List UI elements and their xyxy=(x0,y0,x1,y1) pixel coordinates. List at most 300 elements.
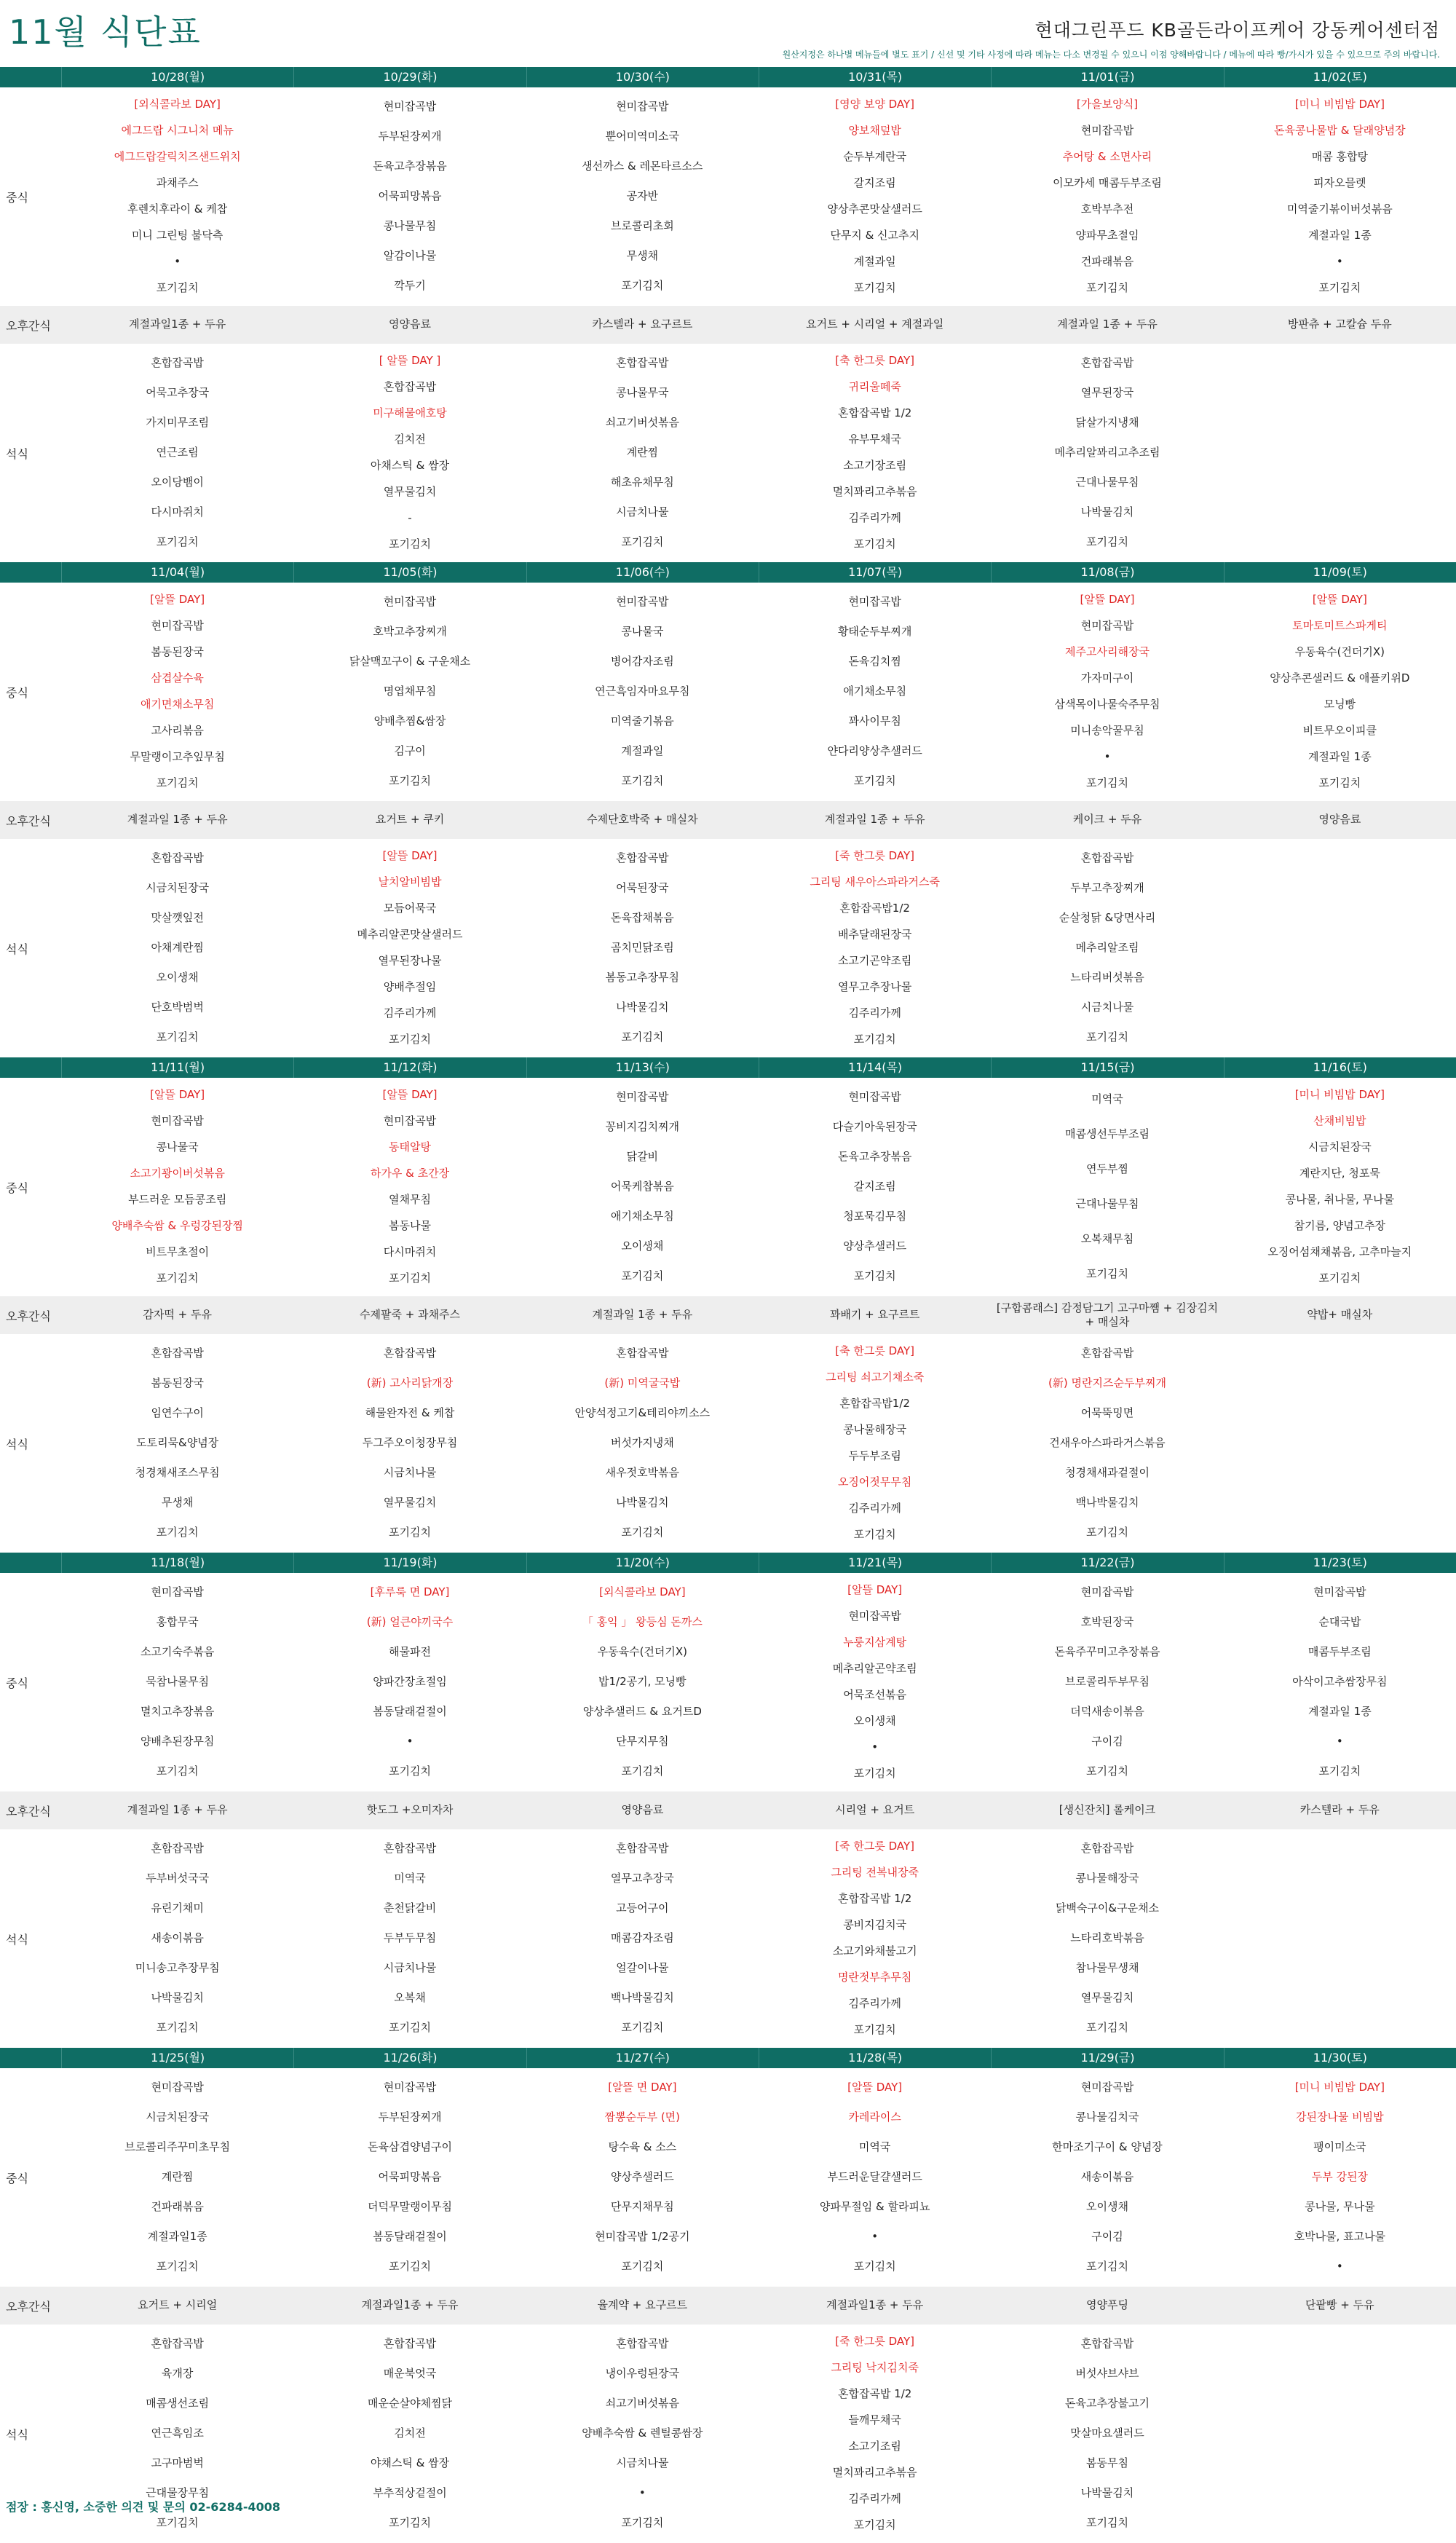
snack-cell xyxy=(759,1308,991,1322)
date-header: 11/15(금) xyxy=(991,1057,1223,1078)
menu-item: 그리팅 새우아스파라거스죽 xyxy=(810,875,940,888)
menu-item: 포기김치 xyxy=(1086,2516,1128,2530)
lunch-cell xyxy=(526,1573,759,1791)
snack-cell xyxy=(293,2298,526,2313)
snack-cell xyxy=(293,1803,526,1818)
menu-item: 갈지조림 xyxy=(853,1179,896,1193)
dinner-cell xyxy=(61,344,293,562)
menu-item: 가자미구이 xyxy=(1080,671,1134,685)
menu-item: 콩비지김치국 xyxy=(843,1918,907,1931)
menu-item: 쇠고기버섯볶음 xyxy=(605,2396,680,2410)
footer-contact: 점장 : 홍신영, 소중한 의견 및 문의 02-6284-4008 xyxy=(6,2500,281,2514)
menu-item: 구이김 xyxy=(1091,1735,1123,1748)
menu-item: 맛살마요샐러드 xyxy=(1070,2426,1144,2440)
menu-item: [알뜰 면 DAY] xyxy=(608,2080,677,2094)
menu-item: [알뜰 DAY] xyxy=(382,1088,438,1101)
menu-item: 콩나물, 무나물 xyxy=(1305,2200,1375,2214)
menu-item: (新) 미역굴국밥 xyxy=(604,1376,681,1389)
date-header: 11/22(금) xyxy=(991,1553,1223,1573)
date-header: 11/16(토) xyxy=(1224,1057,1456,1078)
menu-item: 미역줄기볶이버섯볶음 xyxy=(1286,202,1393,216)
menu-item: 양파간장초절임 xyxy=(373,1674,447,1688)
menu-item: 혼합잡곡밥1/2 xyxy=(839,902,910,915)
snack-cell xyxy=(61,2298,293,2313)
menu-item: 현미잡곡밥 xyxy=(848,594,901,608)
menu-item: [영양 보양 DAY] xyxy=(835,98,915,111)
menu-item: 열무물김치 xyxy=(383,485,437,498)
date-header-row xyxy=(0,2048,1456,2068)
menu-item: 혼합잡곡밥 xyxy=(616,2336,669,2350)
menu-item: 쇠고기버섯볶음 xyxy=(605,415,680,429)
menu-item: 포기김치 xyxy=(389,1765,431,1778)
dinner-cell xyxy=(1224,1829,1456,2048)
menu-item: 브로콜리주꾸미초무침 xyxy=(124,2140,231,2153)
menu-item: (新) 얼큰야끼국수 xyxy=(366,1614,454,1628)
snack-label: 오후간식 xyxy=(6,2299,51,2314)
menu-item: 포기김치 xyxy=(156,1272,199,1285)
date-header: 11/13(수) xyxy=(526,1057,759,1078)
menu-item: 날치알비빔밥 xyxy=(378,875,442,888)
snack-cell xyxy=(1224,1803,1456,1818)
menu-item: 포기김치 xyxy=(853,1767,896,1780)
snack-item: 요거트 + 쿠키 xyxy=(375,813,445,826)
menu-item: 현미잡곡밥 xyxy=(383,1114,437,1127)
menu-item: 미구해물애호탕 xyxy=(373,406,447,419)
menu-item: [후루룩 면 DAY] xyxy=(370,1585,450,1598)
lunch-row xyxy=(0,2068,1456,2287)
menu-item: 돈육고추장불고기 xyxy=(1065,2396,1150,2410)
menu-item: 혼합잡곡밥 xyxy=(383,1346,437,1360)
menu-item: 포기김치 xyxy=(1086,2260,1128,2274)
menu-item: 맛살깻잎전 xyxy=(151,910,204,924)
menu-item: 현미잡곡밥 xyxy=(1313,1585,1366,1598)
menu-item: 김주리가께 xyxy=(848,1502,901,1515)
menu-item: 포기김치 xyxy=(621,1526,664,1539)
menu-item: 포기김치 xyxy=(1086,1030,1128,1044)
menu-item: 혼합잡곡밥 xyxy=(1080,2336,1134,2350)
menu-item: 피자오믈렛 xyxy=(1313,176,1366,189)
menu-item: 현미잡곡밥 xyxy=(383,2080,437,2094)
dinner-row xyxy=(0,1829,1456,2048)
menu-item: 콩나물해장국 xyxy=(1075,1871,1139,1885)
menu-item: [ 알뜰 DAY ] xyxy=(379,354,441,367)
date-header-row xyxy=(0,1057,1456,1078)
lunch-label: 중식 xyxy=(6,1180,28,1195)
page-title: 11월 식단표 xyxy=(9,12,202,52)
menu-item: 김구이 xyxy=(394,744,426,758)
lunch-cell xyxy=(526,2068,759,2287)
menu-item: 단무지 & 신고추지 xyxy=(830,229,919,242)
menu-item: 황태순두부찌개 xyxy=(837,624,912,638)
menu-item: 열무고추장나물 xyxy=(837,980,912,993)
menu-item: 버섯가지냉채 xyxy=(610,1435,674,1449)
menu-item: 돈육주꾸미고추장볶음 xyxy=(1054,1644,1160,1658)
dinner-label: 석식 xyxy=(6,1437,28,1451)
menu-item: 깍두기 xyxy=(394,279,426,293)
menu-item: 청경채새과겉절이 xyxy=(1065,1466,1150,1480)
menu-item: 포기김치 xyxy=(156,1526,199,1539)
menu-item: [미니 비빔밥 DAY] xyxy=(1294,1088,1385,1101)
menu-item: 병어감자조림 xyxy=(610,654,674,668)
menu-item: 양상추샐러드 xyxy=(843,1239,907,1253)
menu-item: 계절과일 1종 xyxy=(1307,1705,1372,1719)
menu-item: [알뜰 DAY] xyxy=(1080,593,1135,606)
menu-item: 모듬어묵국 xyxy=(383,902,437,915)
menu-item: 혼합잡곡밥 xyxy=(151,355,204,369)
menu-item: 오복채무침 xyxy=(1080,1232,1134,1245)
menu-item: 현미잡곡밥 xyxy=(616,594,669,608)
menu-item: 얀다리양상추샐러드 xyxy=(827,744,922,758)
snack-cell xyxy=(991,813,1223,827)
menu-item: 열무물김치 xyxy=(1080,1991,1134,2005)
date-header: 11/28(목) xyxy=(759,2048,991,2068)
menu-item: 혼합잡곡밥 xyxy=(616,1841,669,1855)
menu-item: 두부고추장찌개 xyxy=(1070,880,1144,894)
menu-item: 두부버섯국국 xyxy=(146,1871,210,1885)
snack-item: [생신잔치] 롤케이크 xyxy=(1059,1803,1156,1816)
menu-item: 양배추절임 xyxy=(383,980,437,993)
menu-item: 혼합잡곡밥1/2 xyxy=(839,1397,910,1410)
menu-item: 얼갈이나물 xyxy=(616,1961,669,1975)
snack-cell xyxy=(991,1301,1223,1329)
menu-item: 포기김치 xyxy=(853,2518,896,2531)
menu-item: 메추리알콘맛살샐러드 xyxy=(357,928,463,941)
menu-item: 새우젓호박볶음 xyxy=(605,1466,680,1480)
date-header: 11/05(화) xyxy=(293,562,526,583)
menu-item: 부드러운달걀샐러드 xyxy=(827,2169,922,2183)
menu-item: 포기김치 xyxy=(853,1528,896,1541)
menu-item: • xyxy=(1336,2260,1343,2274)
menu-item: 나박물김치 xyxy=(151,1991,204,2005)
menu-item: 꽁비지김치찌개 xyxy=(605,1119,680,1133)
menu-item: 근대물장무침 xyxy=(146,2486,210,2500)
menu-item: 혼합잡곡밥 xyxy=(616,355,669,369)
menu-item: 멸치꽈리고추볶음 xyxy=(832,2466,917,2479)
menu-item: 삼겹살수육 xyxy=(151,671,204,685)
lunch-cell xyxy=(1224,583,1456,801)
menu-item: 닭살맥꼬구이 & 구운채소 xyxy=(349,654,471,668)
date-header: 11/09(토) xyxy=(1224,562,1456,583)
menu-item: 포기김치 xyxy=(853,1269,896,1283)
snack-cell xyxy=(526,318,759,332)
snack-item: 감자떡 + 두유 xyxy=(143,1308,212,1321)
menu-item: 봄동나물 xyxy=(389,1219,431,1232)
menu-item: 연두부찜 xyxy=(1086,1162,1128,1175)
menu-item: 양배추찜&쌈장 xyxy=(373,714,446,728)
snack-item: [구합콤래스] 감정담그기 고구마쨈 + 김장김치 + 매실차 xyxy=(996,1301,1219,1328)
menu-item: (新) 명란지즈순두부찌개 xyxy=(1048,1376,1166,1389)
menu-item: 「 홍익 」 왕등심 돈까스 xyxy=(582,1614,703,1628)
menu-item: 봄동달래겉절이 xyxy=(373,1705,447,1719)
menu-item: 열무물김치 xyxy=(383,1496,437,1510)
menu-item: 소고기곤약조림 xyxy=(837,954,912,967)
snack-item: 영양음료 xyxy=(389,318,431,331)
snack-item: 약밥+ 매실차 xyxy=(1307,1308,1373,1321)
snack-cell xyxy=(991,1803,1223,1818)
menu-item: 포기김치 xyxy=(1318,776,1361,789)
menu-item: 혼합잡곡밥 1/2 xyxy=(837,406,912,419)
menu-item: 알감이나물 xyxy=(383,249,437,263)
menu-item: 임연수구이 xyxy=(151,1405,204,1419)
menu-item: 카레라이스 xyxy=(848,2110,901,2124)
menu-item: 현미잡곡밥 xyxy=(1080,1585,1134,1598)
menu-item: 홍합무국 xyxy=(156,1614,199,1628)
snack-cell xyxy=(526,1308,759,1322)
date-header: 10/29(화) xyxy=(293,67,526,87)
lunch-row xyxy=(0,1573,1456,1791)
lunch-cell xyxy=(759,583,991,801)
menu-item: 포기김치 xyxy=(621,1269,664,1283)
menu-item: 포기김치 xyxy=(389,2021,431,2035)
menu-item: 포기김치 xyxy=(156,535,199,549)
snack-cell xyxy=(526,813,759,827)
lunch-cell xyxy=(293,1573,526,1791)
page-header xyxy=(0,0,1456,67)
menu-item: 소고기와채불고기 xyxy=(832,1944,917,1957)
menu-item: 도토리묵&양념장 xyxy=(136,1435,219,1449)
menu-item: 양파무절임 & 할라피뇨 xyxy=(819,2200,930,2214)
menu-item: 계절과일 1종 xyxy=(1307,750,1372,763)
menu-item: 미역줄기볶음 xyxy=(610,714,674,728)
snack-cell xyxy=(991,318,1223,332)
dinner-cell xyxy=(293,1334,526,1553)
menu-item: 다시마쥐치 xyxy=(151,505,204,519)
menu-item: 포기김치 xyxy=(853,537,896,551)
snack-item: 요거트 + 시리얼 + 계절과일 xyxy=(806,318,944,331)
menu-item: 어묵피망볶음 xyxy=(378,2169,442,2183)
lunch-cell xyxy=(1224,1573,1456,1791)
menu-item: 미니 그린팅 불닥측 xyxy=(131,229,223,242)
menu-item: 포기김치 xyxy=(156,1765,199,1778)
menu-item: (新) 고사리닭개장 xyxy=(366,1376,454,1389)
date-header-row xyxy=(0,67,1456,87)
dinner-cell xyxy=(991,344,1223,562)
snack-item: 수제팥죽 + 과채주스 xyxy=(359,1308,460,1321)
menu-item: 혼합잡곡밥 xyxy=(616,1346,669,1360)
menu-item: 김주리가께 xyxy=(848,1997,901,2010)
snack-item: 방판츄 + 고칼슘 두유 xyxy=(1287,318,1392,331)
menu-item: 봄동된장국 xyxy=(151,645,204,658)
menu-item: 강된장나물 비빔밥 xyxy=(1295,2110,1384,2124)
snack-item: 계절과일1종 + 두유 xyxy=(129,318,226,331)
menu-item: 콩나물김치국 xyxy=(1075,2110,1139,2124)
lunch-cell xyxy=(526,1078,759,1296)
dinner-cell xyxy=(526,1334,759,1553)
menu-item: [죽 한그릇 DAY] xyxy=(835,2335,915,2348)
menu-item: 포기김치 xyxy=(156,776,199,789)
menu-item: 혼합잡곡밥 xyxy=(151,1841,204,1855)
date-header: 11/18(월) xyxy=(61,1553,293,1573)
menu-item: 현미잡곡밥 xyxy=(151,1114,204,1127)
menu-item: 다시마쥐치 xyxy=(383,1245,437,1258)
lunch-row xyxy=(0,1078,1456,1296)
menu-item: 혼합잡곡밥 xyxy=(1080,355,1134,369)
menu-item: 포기김치 xyxy=(389,2516,431,2530)
menu-item: [가을보양식] xyxy=(1076,98,1139,111)
menu-item: 계란찜 xyxy=(161,2169,194,2183)
date-header: 11/21(목) xyxy=(759,1553,991,1573)
menu-item: 포기김치 xyxy=(621,774,664,788)
dinner-label: 석식 xyxy=(6,1932,28,1947)
menu-item: 오이생채 xyxy=(156,971,199,985)
menu-item: [알뜰 DAY] xyxy=(382,849,438,862)
menu-item: 나박물김치 xyxy=(616,1001,669,1014)
dinner-row xyxy=(0,1334,1456,1553)
menu-item: 양배추된장무침 xyxy=(140,1735,215,1748)
lunch-label: 중식 xyxy=(6,2171,28,2185)
menu-item: 에그드랍 시그니처 메뉴 xyxy=(121,124,234,137)
menu-item: 현미잡곡밥 xyxy=(151,2080,204,2094)
snack-item: 영양푸딩 xyxy=(1086,2298,1128,2311)
menu-item: [죽 한그릇 DAY] xyxy=(835,1840,915,1853)
dinner-cell xyxy=(759,1829,991,2048)
menu-item: 산채비빔밥 xyxy=(1313,1114,1366,1127)
menu-item: 고사리볶음 xyxy=(151,724,204,737)
lunch-cell xyxy=(293,583,526,801)
menu-item: 해물완자전 & 케찹 xyxy=(365,1405,455,1419)
menu-item: 오이생채 xyxy=(853,1714,896,1727)
lunch-label: 중식 xyxy=(6,1676,28,1690)
snack-item: 단팥빵 + 두유 xyxy=(1305,2298,1374,2311)
snack-item: 카스텔라 + 요구르트 xyxy=(592,318,693,331)
date-header: 11/01(금) xyxy=(991,67,1223,87)
snack-cell xyxy=(759,1803,991,1818)
dinner-cell xyxy=(526,1829,759,2048)
menu-item: 두두부조림 xyxy=(848,1449,901,1462)
menu-item: 포기김치 xyxy=(389,537,431,551)
lunch-cell xyxy=(759,1078,991,1296)
menu-item: 열무된장나물 xyxy=(378,954,442,967)
menu-item: 오이생채 xyxy=(621,1239,664,1253)
snack-row xyxy=(0,1296,1456,1334)
menu-item: 매운북엇국 xyxy=(383,2366,437,2380)
menu-item: 오징어섬채채볶음, 고추마늘지 xyxy=(1267,1245,1412,1258)
menu-item: 모닝빵 xyxy=(1324,698,1356,711)
menu-item: 두부두무침 xyxy=(383,1931,437,1944)
menu-item: 혼합잡곡밥 xyxy=(1080,1346,1134,1360)
snack-cell xyxy=(293,318,526,332)
menu-item: 포기김치 xyxy=(1318,281,1361,294)
menu-item: 삼색목이나물숙주무침 xyxy=(1054,698,1160,711)
menu-item: 양배추숙쌈 & 렌틸콩쌈장 xyxy=(582,2426,703,2440)
date-header-row xyxy=(0,562,1456,583)
dinner-cell xyxy=(526,839,759,1057)
menu-item: 아삭이고추쌈장무침 xyxy=(1292,1674,1388,1688)
menu-item: 돈육고추장볶음 xyxy=(837,1149,912,1163)
menu-item: [알뜰 DAY] xyxy=(847,2080,903,2094)
menu-item: 포기김치 xyxy=(389,1033,431,1046)
menu-item: 포기김치 xyxy=(389,1272,431,1285)
menu-item: 양상추샐러드 xyxy=(610,2169,674,2183)
snack-item: 계절과일 1종 + 두유 xyxy=(592,1308,693,1321)
menu-item: 포기김치 xyxy=(156,2260,199,2274)
menu-item: 포기김치 xyxy=(853,1033,896,1046)
snack-cell xyxy=(61,1308,293,1322)
menu-item: 과채주스 xyxy=(156,176,199,189)
menu-item: 꽈사이무침 xyxy=(848,714,901,728)
menu-item: 새송이볶음 xyxy=(151,1931,204,1944)
menu-item: 두부 강된장 xyxy=(1311,2169,1368,2183)
menu-item: 혼합잡곡밥 xyxy=(1080,851,1134,864)
date-header: 10/31(목) xyxy=(759,67,991,87)
menu-item: 콩나물국 xyxy=(621,624,664,638)
lunch-cell xyxy=(526,583,759,801)
dinner-cell xyxy=(61,1829,293,2048)
menu-item: 포기김치 xyxy=(621,279,664,293)
snack-label: 오후간식 xyxy=(6,1309,51,1323)
lunch-cell xyxy=(1224,2068,1456,2287)
snack-label: 오후간식 xyxy=(6,1804,51,1818)
menu-item: 생선까스 & 레몬타르소스 xyxy=(582,159,703,173)
menu-item: 갈지조림 xyxy=(853,176,896,189)
lunch-row xyxy=(0,87,1456,306)
menu-item: 김치전 xyxy=(394,433,426,446)
menu-item: 콩나물무국 xyxy=(616,385,669,399)
date-header: 11/20(수) xyxy=(526,1553,759,1573)
menu-item: 열무된장국 xyxy=(1080,385,1134,399)
snack-item: 영양음료 xyxy=(1318,813,1361,826)
menu-item: 호박부추전 xyxy=(1080,202,1134,216)
snack-cell xyxy=(61,813,293,827)
menu-item: 귀리울떼죽 xyxy=(848,380,901,393)
lunch-cell xyxy=(991,1078,1223,1296)
menu-item: 오이생채 xyxy=(1086,2200,1128,2214)
menu-item: 무생채 xyxy=(626,249,659,263)
menu-item: • xyxy=(1104,750,1111,763)
dinner-cell xyxy=(526,344,759,562)
menu-item: 시금치나물 xyxy=(616,2456,669,2470)
menu-item: 참기름, 양념고추장 xyxy=(1294,1219,1386,1232)
snack-cell xyxy=(293,813,526,827)
menu-item: [외식콜라보 DAY] xyxy=(134,98,221,111)
menu-item: 미역국 xyxy=(1091,1092,1123,1105)
menu-item: 혼합잡곡밥 xyxy=(383,2336,437,2350)
menu-item: 오복채 xyxy=(394,1991,426,2005)
menu-item: 미니송고추장무침 xyxy=(135,1961,220,1975)
dinner-cell xyxy=(293,2325,526,2543)
lunch-cell xyxy=(293,87,526,306)
menu-item: 순두부계란국 xyxy=(843,150,907,163)
snack-item: 계절과일1종 + 두유 xyxy=(826,2298,924,2311)
menu-item: 유린기채미 xyxy=(151,1901,204,1915)
menu-item: 김주리가께 xyxy=(848,511,901,524)
menu-item: 현미잡곡밥 xyxy=(383,594,437,608)
menu-item: [축 한그릇 DAY] xyxy=(835,1344,915,1357)
dinner-row xyxy=(0,839,1456,1057)
dinner-cell xyxy=(991,839,1223,1057)
dinner-cell xyxy=(759,839,991,1057)
menu-item: 연근흑임자마요무침 xyxy=(595,684,690,698)
menu-item: 명엽채무침 xyxy=(383,684,437,698)
menu-item: 멸치고추장볶음 xyxy=(140,1705,215,1719)
notice-text: 원산지정은 하나별 메뉴들에 별도 표기 / 신선 및 기타 사정에 따라 메뉴는 다소 변경될 수 있으니 이점 양해바랍니다 / 메뉴에 따라 빵/가시가 있을 수 있으므로 주의 바랍니다. xyxy=(782,50,1440,60)
menu-item: • xyxy=(871,2230,879,2244)
lunch-cell xyxy=(293,2068,526,2287)
menu-item: 느타리호박볶음 xyxy=(1070,1931,1144,1944)
menu-item: 호박나물, 표고나물 xyxy=(1294,2230,1386,2244)
menu-item: 포기김치 xyxy=(853,2023,896,2036)
menu-item: 가지미무조림 xyxy=(146,415,210,429)
menu-item: 현미잡곡밥 xyxy=(1080,124,1134,137)
menu-item: 브로콜리초회 xyxy=(610,219,674,233)
menu-item: 양보채덮밥 xyxy=(848,124,901,137)
menu-item: 봄동무침 xyxy=(1086,2456,1128,2470)
dinner-label: 석식 xyxy=(6,446,28,461)
dinner-label: 석식 xyxy=(6,2427,28,2442)
date-header: 10/30(수) xyxy=(526,67,759,87)
menu-item: 양파무초절임 xyxy=(1075,229,1139,242)
menu-item: 돈육김치찜 xyxy=(848,654,901,668)
